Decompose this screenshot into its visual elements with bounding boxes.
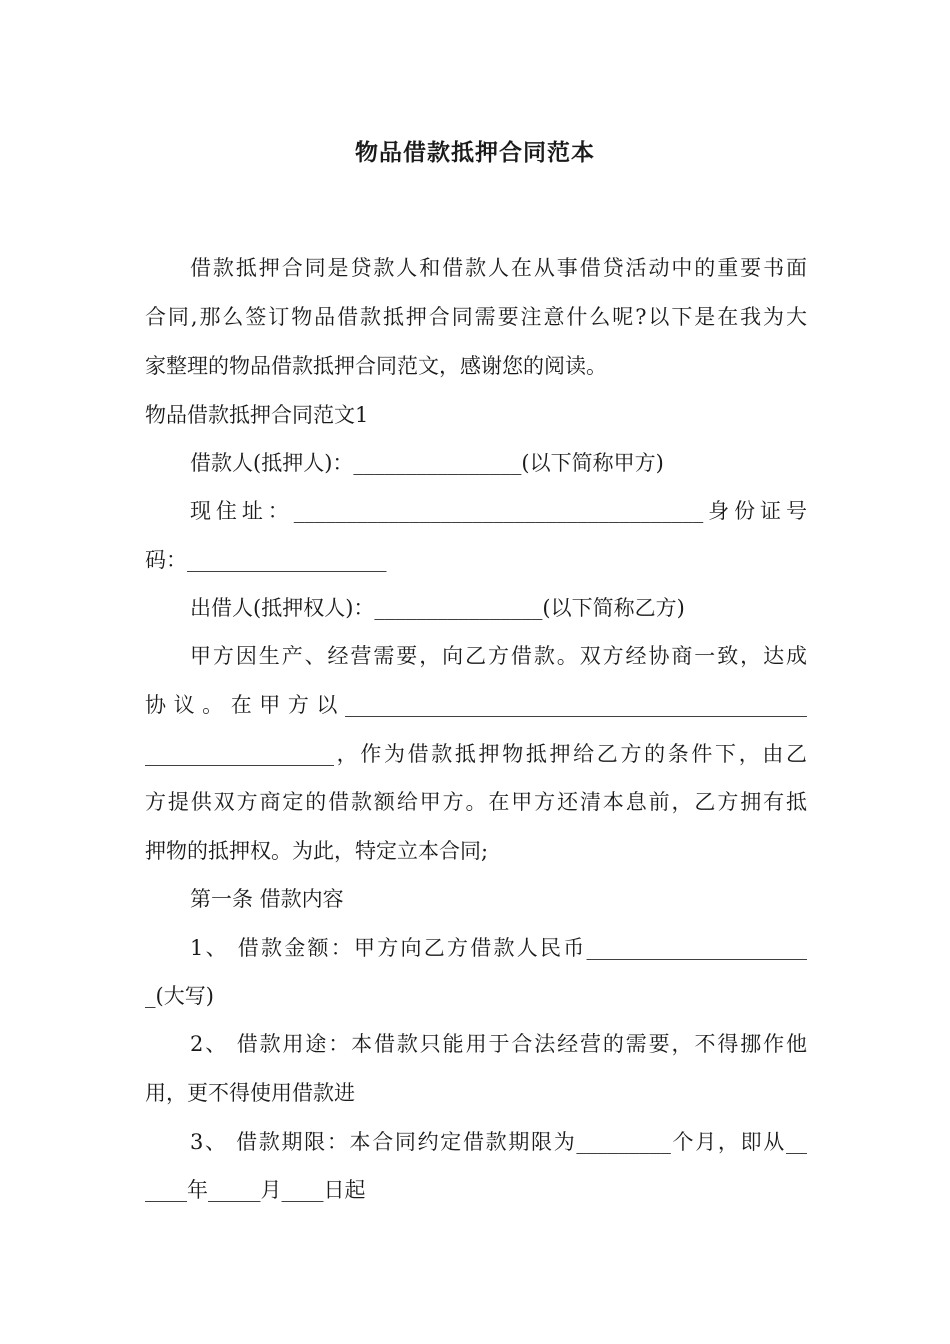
lender-line: 出借人(抵押权人)：________________(以下简称乙方)	[190, 596, 685, 620]
clause-3-line-1: 3、 借款期限：本合同约定借款期限为_________个月，即从__	[190, 1130, 807, 1154]
address-line: 现住址：_______________________________________身份证号	[190, 499, 807, 523]
section-heading: 物品借款抵押合同范文1	[145, 403, 369, 427]
body-line-3: __________________，作为借款抵押物抵押给乙方的条件下，由乙	[145, 742, 807, 766]
intro-line-1: 借款抵押合同是贷款人和借款人在从事借贷活动中的重要书面	[190, 256, 807, 280]
intro-line-2: 合同,那么签订物品借款抵押合同需要注意什么呢?以下是在我为大	[145, 305, 807, 329]
body-line-2: 协议。在甲方以____________________________________________	[145, 693, 807, 717]
article-1-heading: 第一条 借款内容	[190, 887, 344, 911]
clause-3-line-2: ____年_____月____日起	[145, 1178, 366, 1202]
clause-2-line-1: 2、 借款用途：本借款只能用于合法经营的需要，不得挪作他	[190, 1032, 807, 1056]
body-line-5: 押物的抵押权。为此，特定立本合同;	[145, 839, 489, 863]
id-number-line: 码：___________________	[145, 548, 387, 572]
body-line-1: 甲方因生产、经营需要，向乙方借款。双方经协商一致，达成	[190, 644, 807, 668]
clause-1-line-1: 1、 借款金额：甲方向乙方借款人民币_____________________	[190, 936, 807, 960]
clause-1-line-2: _(大写)	[145, 984, 214, 1008]
clause-2-line-2: 用，更不得使用借款进	[145, 1081, 355, 1105]
body-line-4: 方提供双方商定的借款额给甲方。在甲方还清本息前，乙方拥有抵	[145, 790, 807, 814]
document-title: 物品借款抵押合同范本	[355, 140, 595, 166]
intro-line-3: 家整理的物品借款抵押合同范文，感谢您的阅读。	[145, 354, 607, 378]
borrower-line: 借款人(抵押人)：________________(以下简称甲方)	[190, 451, 664, 475]
